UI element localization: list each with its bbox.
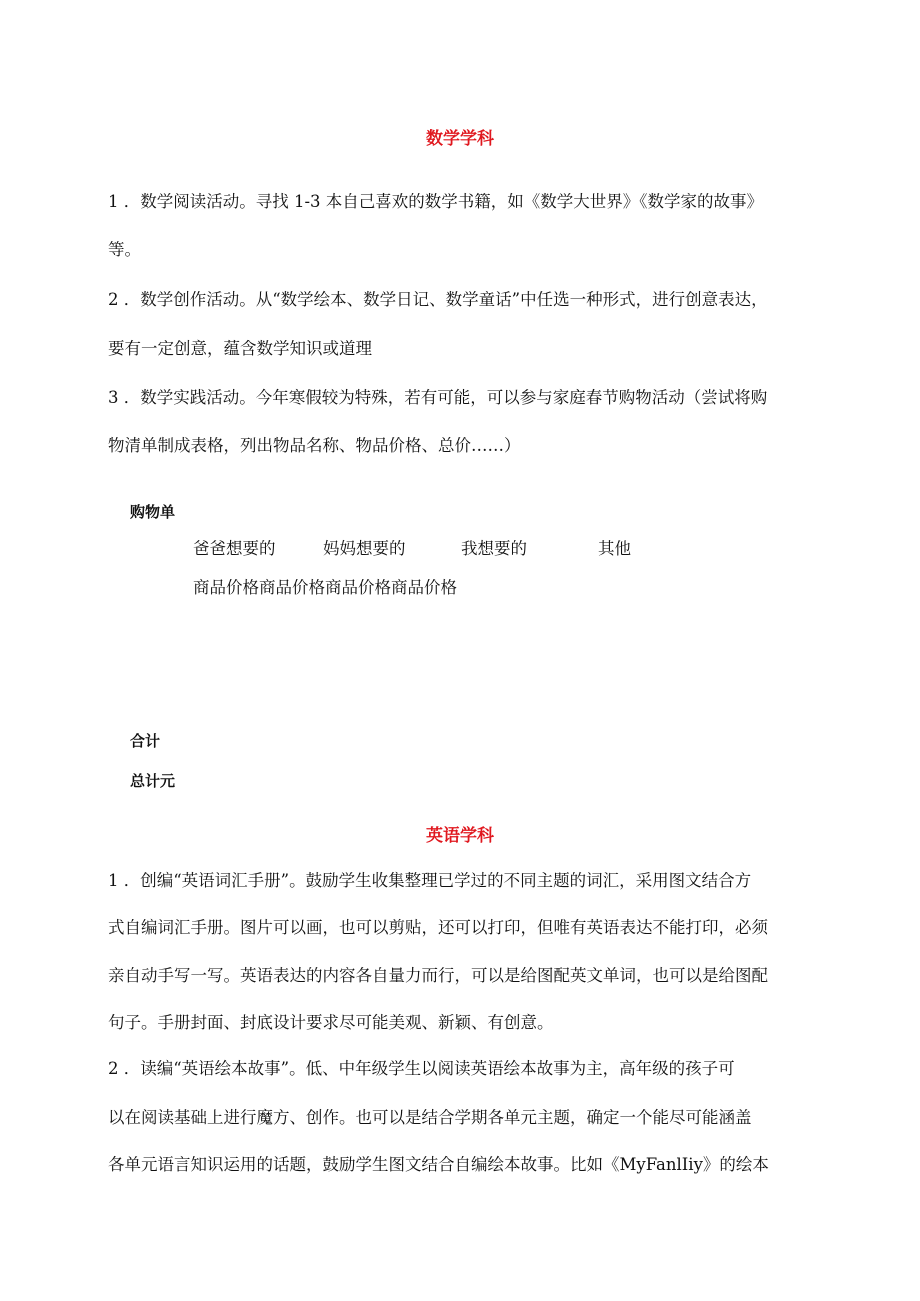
english-section-title: 英语学科 <box>426 826 494 846</box>
shopping-column-me: 我想要的 <box>461 539 527 558</box>
math-item-3-line-1: 3 ．数学实践活动。今年寒假较为特殊，若有可能，可以参与家庭春节购物活动（尝试将购 <box>108 388 768 407</box>
english-line-6: 以在阅读基础上进行魔方、创作。也可以是结合学期各单元主题，确定一个能尽可能涵盖 <box>108 1108 752 1127</box>
shopping-subtotal-label: 合计 <box>130 732 161 750</box>
english-line-3: 亲自动手写一写。英语表达的内容各自量力而行，可以是给图配英文单词，也可以是给图配 <box>108 966 768 985</box>
shopping-subheaders: 商品价格商品价格商品价格商品价格 <box>193 578 457 597</box>
english-line-1: 1 ．创编“英语词汇手册”。鼓励学生收集整理已学过的不同主题的词汇，采用图文结合方 <box>108 871 752 890</box>
math-item-3-line-2: 物清单制成表格，列出物品名称、物品价格、总价……） <box>108 436 521 455</box>
shopping-column-other: 其他 <box>598 539 631 558</box>
shopping-total-label: 总计元 <box>130 772 176 790</box>
english-line-2: 式自编词汇手册。图片可以画，也可以剪贴，还可以打印，但唯有英语表达不能打印，必须 <box>108 918 768 937</box>
math-item-1-line-1: 1 ．数学阅读活动。寻找 1-3 本自己喜欢的数学书籍，如《数学大世界》《数学家的故事》 <box>108 192 764 211</box>
english-line-4: 句子。手册封面、封底设计要求尽可能美观、新颖、有创意。 <box>108 1013 554 1032</box>
math-item-1-line-2: 等。 <box>108 240 141 259</box>
math-section-title: 数学学科 <box>426 129 494 149</box>
shopping-list-label: 购物单 <box>130 503 176 521</box>
math-item-2-line-1: 2 ．数学创作活动。从“数学绘本、数学日记、数学童话”中任选一种形式，进行创意表达， <box>108 290 768 309</box>
math-item-2-line-2: 要有一定创意，蕴含数学知识或道理 <box>108 339 372 358</box>
shopping-column-mom: 妈妈想要的 <box>323 539 406 558</box>
english-line-7: 各单元语言知识运用的话题，鼓励学生图文结合自编绘本故事。比如《MyFanlIiy》的绘本 <box>108 1155 769 1174</box>
shopping-column-dad: 爸爸想要的 <box>193 539 276 558</box>
english-line-5: 2 ．读编“英语绘本故事”。低、中年级学生以阅读英语绘本故事为主，高年级的孩子可 <box>108 1059 735 1078</box>
